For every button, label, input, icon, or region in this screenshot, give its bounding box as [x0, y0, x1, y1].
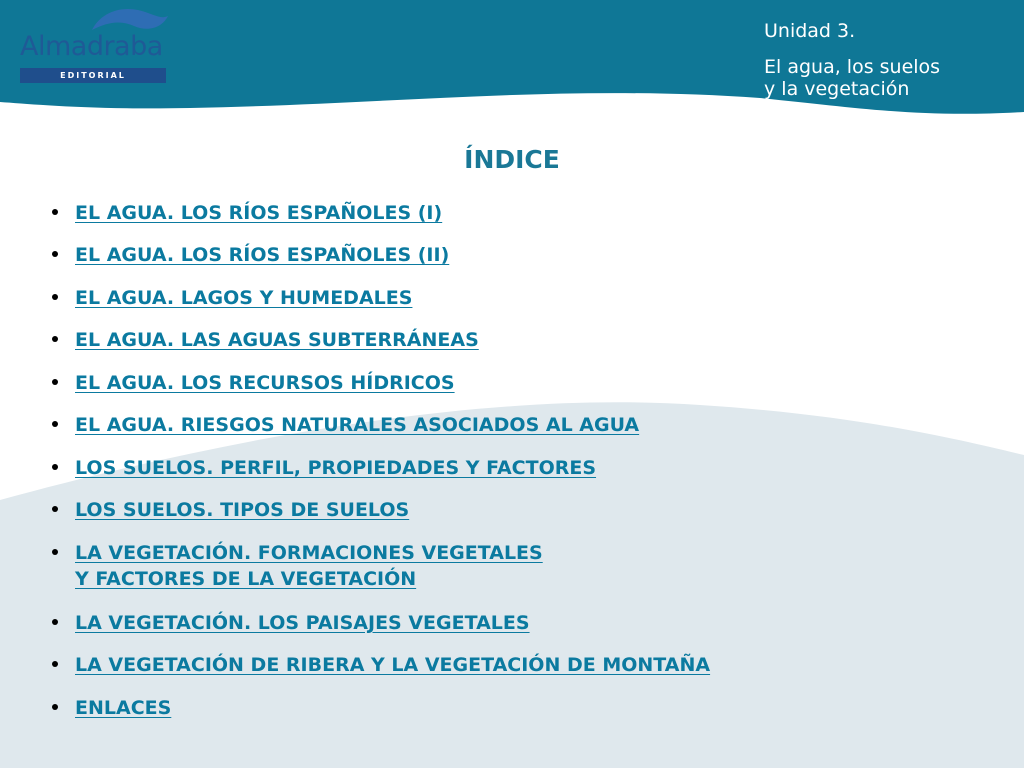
index-link-line-2: Y FACTORES DE LA VEGETACIÓN [75, 568, 417, 590]
bullet-icon [52, 464, 58, 470]
bullet-icon [52, 506, 58, 512]
index-link-suelos-tipos[interactable]: LOS SUELOS. TIPOS DE SUELOS [75, 499, 410, 521]
index-link-ribera-montana[interactable]: LA VEGETACIÓN DE RIBERA Y LA VEGETACIÓN DE MONTAÑA [75, 654, 711, 676]
bullet-icon [52, 209, 58, 215]
logo-subtitle: EDITORIAL [20, 68, 166, 83]
index-link-rios-1[interactable]: EL AGUA. LOS RÍOS ESPAÑOLES (I) [75, 202, 443, 224]
index-link-lagos[interactable]: EL AGUA. LAGOS Y HUMEDALES [75, 287, 413, 309]
bullet-icon [52, 549, 58, 555]
unit-subtitle-line-2: y la vegetación [764, 78, 910, 100]
index-link-suelos-perfil[interactable]: LOS SUELOS. PERFIL, PROPIEDADES Y FACTORES [75, 457, 597, 479]
index-link-aguas-subterraneas[interactable]: EL AGUA. LAS AGUAS SUBTERRÁNEAS [75, 329, 479, 351]
bullet-icon [52, 294, 58, 300]
bullet-icon [52, 421, 58, 427]
index-link-riesgos[interactable]: EL AGUA. RIESGOS NATURALES ASOCIADOS AL AGUA [75, 414, 640, 436]
bullet-icon [52, 251, 58, 257]
bullet-icon [52, 379, 58, 385]
index-title: ÍNDICE [464, 145, 560, 174]
unit-subtitle [764, 56, 940, 100]
index-link-recursos-hidricos[interactable]: EL AGUA. LOS RECURSOS HÍDRICOS [75, 372, 455, 394]
index-link-formaciones-vegetales[interactable] [75, 540, 543, 592]
unit-subtitle-line-1: El agua, los suelos [764, 56, 941, 78]
index-link-paisajes-vegetales[interactable]: LA VEGETACIÓN. LOS PAISAJES VEGETALES [75, 612, 530, 634]
unit-number: Unidad 3. [764, 20, 856, 42]
index-link-rios-2[interactable]: EL AGUA. LOS RÍOS ESPAÑOLES (II) [75, 244, 450, 266]
index-link-enlaces[interactable]: ENLACES [75, 697, 172, 719]
bullet-icon [52, 336, 58, 342]
bullet-icon [52, 661, 58, 667]
bullet-icon [52, 704, 58, 710]
almadraba-logo [20, 6, 168, 80]
index-link-line-1: LA VEGETACIÓN. FORMACIONES VEGETALES [75, 542, 543, 564]
logo-name: Almadraba [20, 31, 163, 62]
bullet-icon [52, 619, 58, 625]
